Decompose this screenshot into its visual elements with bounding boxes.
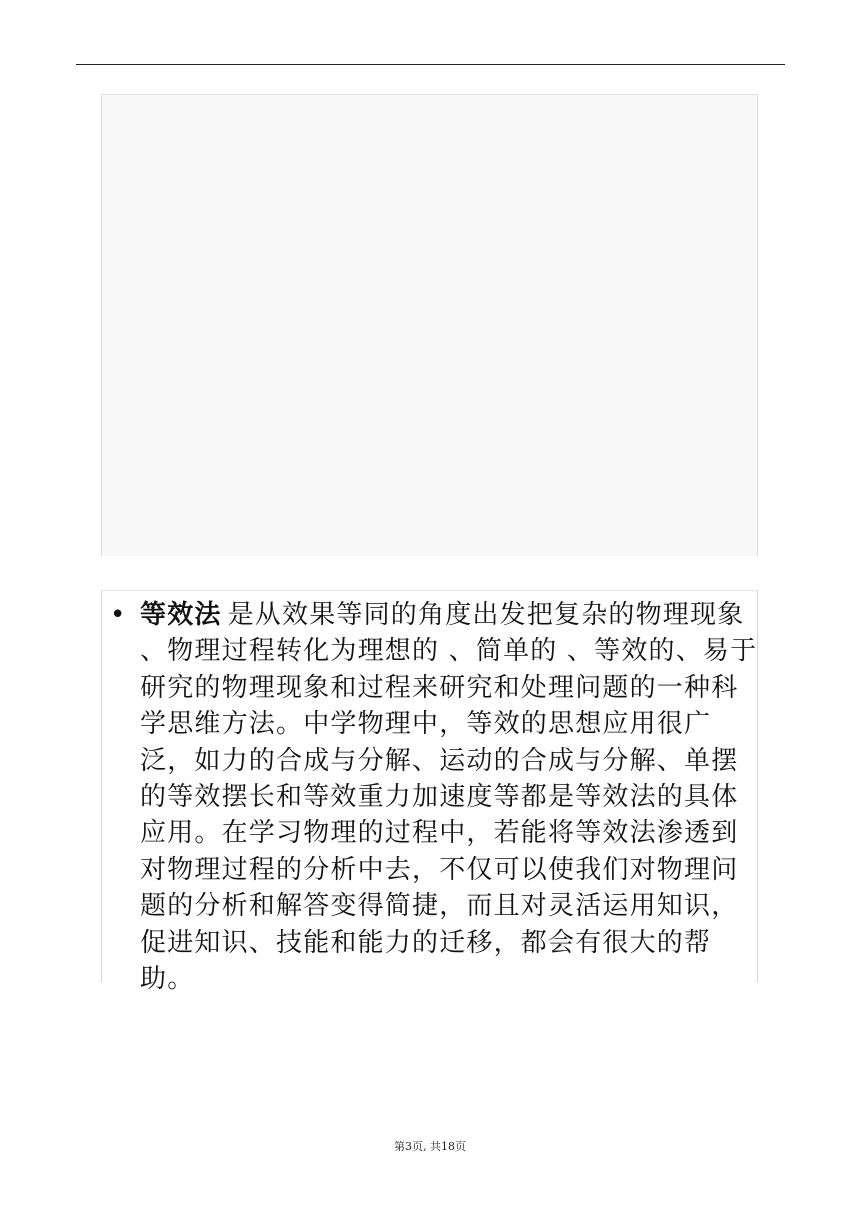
- blank-slide-image: [101, 94, 758, 556]
- page-footer: 第3页, 共18页: [394, 1140, 466, 1153]
- paragraph-body: 是从效果等同的角度出发把复杂的物理现象 、物理过程转化为理想的 、简单的 、等效的、易于研究的物理现象和过程来研究和处理问题的一种科学思维方法。中学物理中，等效的思想应用很广泛，如力的合成与分解、运动的合成与分解、单摆的等效摆长和等效重力加速度等都是等效法的具体应用。在学习物理的过程中，若能将等效法渗透到对物理过程的分析中去，不仅可以使我们对物理问题的分析和解答变得简捷，而且对灵活运用知识，促进知识、技能和能力的迁移，都会有很大的帮助。: [140, 600, 758, 995]
- key-term: 等效法: [140, 600, 222, 630]
- header-rule: [76, 64, 785, 65]
- slide-paragraph: [140, 597, 758, 997]
- bullet-marker: •: [110, 600, 126, 630]
- slide-text-panel: [101, 590, 758, 995]
